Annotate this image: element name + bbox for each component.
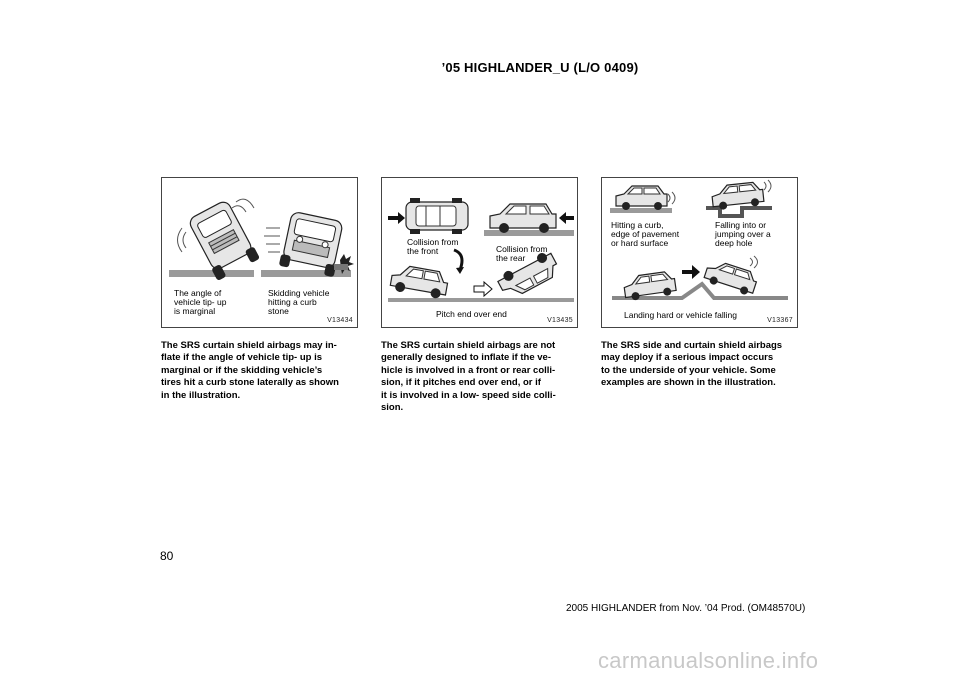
figure-code: V13367: [767, 317, 793, 324]
figure-tip-up-skid: [161, 177, 358, 328]
caption-curb: Hitting a curb, edge of pavement or hard surface: [611, 220, 680, 248]
figure-code: V13434: [327, 317, 353, 324]
caption-skidding: Skidding vehicle hitting a curb stone: [268, 288, 330, 316]
arrow-head: [456, 267, 464, 274]
tipped-vehicle: [186, 198, 260, 281]
motion-lines: [232, 199, 254, 212]
ground-bar: [169, 270, 254, 277]
footer-edition: 2005 HIGHLANDER from Nov. ’04 Prod. (OM48570U): [566, 603, 806, 614]
ground-bar: [261, 270, 351, 277]
figure-underside: [601, 177, 798, 328]
motion-lines: [178, 228, 187, 252]
ground-bar: [484, 230, 574, 236]
outline-arrow-icon: [474, 282, 492, 296]
pitching-vehicle: [389, 264, 449, 300]
figure-code: V13435: [547, 317, 573, 324]
front-collision-vehicle: [406, 198, 468, 234]
ground-bar: [610, 208, 672, 213]
caption-rear: Collision from the rear: [496, 244, 548, 263]
caption-tip-up: The angle of vehicle tip- up is marginal: [174, 288, 227, 316]
header-title: ’05 HIGHLANDER_U (L/O 0409): [441, 60, 639, 75]
caption-hole: Falling into or jumping over a deep hole: [715, 220, 771, 248]
illustration-underside: [602, 178, 799, 329]
arrow-right-icon: [682, 265, 700, 279]
page-number: 80: [160, 549, 174, 563]
watermark: carmanualsonline.info: [598, 648, 819, 673]
paragraph-underside: The SRS side and curtain shield airbags may deploy if a serious impact occurs to the underside of your vehicle. Some examples are shown in the illustration.: [601, 340, 783, 389]
motion-lines: [764, 180, 771, 192]
landing-vehicle: [703, 258, 759, 297]
paragraph-collisions: The SRS curtain shield airbags are not generally designed to inflate if the ve- hicle is involved in a front or rear colli- sion, if it pitches end over end, or if it is involved in a low- speed side colli- sion.: [381, 340, 556, 414]
rear-collision-vehicle: [490, 204, 556, 233]
motion-lines: [668, 192, 675, 204]
arrow-left-icon: [559, 212, 574, 224]
paragraph-tip-up: The SRS curtain shield airbags may in- flate if the angle of vehicle tip- up is marginal or if the skidding vehicle’s tires hit a curb stone laterally as shown in the illustration.: [161, 340, 339, 401]
caption-pitch: Pitch end over end: [436, 309, 507, 319]
speed-lines: [264, 228, 280, 252]
caption-landing: Landing hard or vehicle falling: [624, 310, 737, 320]
motion-lines: [750, 256, 758, 268]
curb-vehicle: [616, 186, 667, 210]
page-header: [0, 60, 960, 75]
curb-stone: [334, 264, 348, 270]
caption-front: Collision from the front: [407, 237, 459, 256]
arrow-right-icon: [388, 212, 405, 224]
ground-bar: [388, 298, 574, 302]
figure-collisions: [381, 177, 578, 328]
hole-ground: [706, 208, 772, 216]
